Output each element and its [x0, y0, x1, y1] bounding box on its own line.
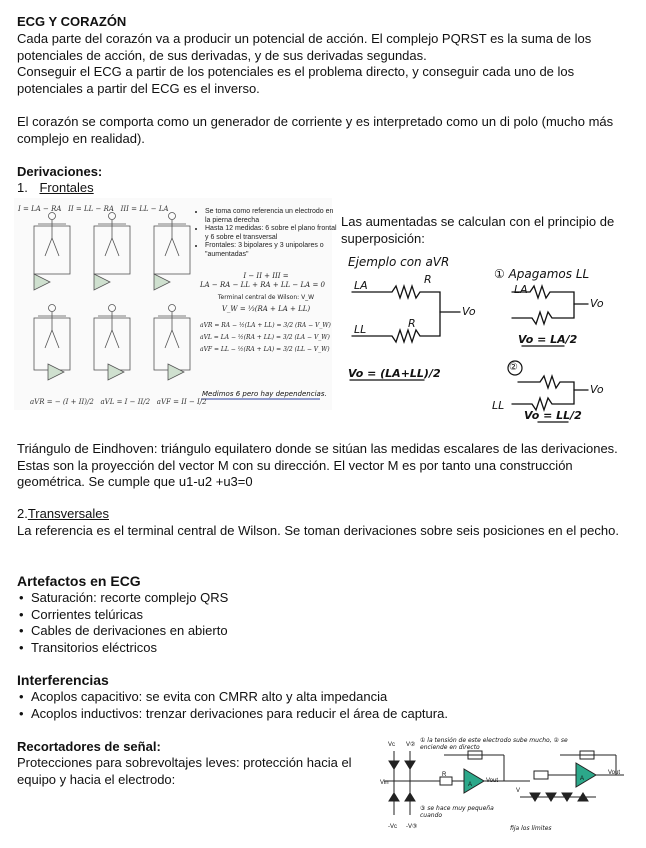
clipper-vc-bottom: -Vc	[388, 824, 397, 830]
page-title: ECG Y CORAZÓN	[17, 14, 127, 29]
eq-avr: aVR = RA − ½(LA + LL) = 3/2 (RA − V_W)	[200, 322, 331, 329]
clipper-circuit-figure	[380, 735, 630, 835]
list-item: • Cables de derivaciones en abierto	[17, 623, 632, 640]
intro-paragraph-2: Conseguir el ECG a partir de los potenciales es el problema directo, y conseguir cada uno de los potenciales a partir del ECG es el inverso.	[17, 64, 575, 96]
eq-lead-iii: III = LL − LA	[120, 205, 169, 213]
interferencias-heading: Interferencias	[17, 672, 109, 688]
augmented-text: Las aumentadas se calculan con el principio de superposición:	[341, 214, 615, 246]
clipper-note-2: ③ se hace muy pequeña cuando	[420, 805, 494, 819]
eq-avr-bottom: aVR = − (I + II)/2	[30, 398, 94, 406]
wilson-eq: V_W = ⅓(RA + LA + LL)	[221, 305, 311, 313]
clipper-note-1: ① la tensión de este electrodo sube mucho, ② se enciende en directo	[420, 737, 568, 751]
sketch-step2-label: ②	[509, 362, 518, 373]
frontales-item	[17, 180, 632, 197]
sketch-example-label: Ejemplo con aVR	[348, 255, 450, 269]
sketch-step1-la-label: LA	[514, 283, 528, 296]
sketch-step2-ll-label: LL	[492, 399, 505, 412]
sketch-la-label: LA	[354, 279, 368, 292]
transversales-number: 2.	[17, 506, 28, 521]
artefactos-list	[17, 590, 632, 656]
recortadores-heading: Recortadores de señal:	[17, 739, 161, 754]
dipole-paragraph: El corazón se comporta como un generador de corriente y es interpretado como un di polo (mucho más complejo en realidad).	[17, 114, 614, 146]
eq-top	[18, 205, 169, 214]
sketch-ll-label: LL	[354, 323, 367, 336]
eq-lead-ii: II = LL − RA	[68, 205, 114, 213]
list-item: • Corrientes telúricas	[17, 607, 632, 624]
clipper-vin: Vin	[380, 780, 389, 786]
artefactos-heading: Artefactos en ECG	[17, 573, 141, 589]
superposition-sketch	[342, 252, 632, 432]
eq-sum: I − II + III =	[243, 272, 289, 280]
fig-bullet: • Se toma como referencia un electrodo en la pierna derecha	[205, 208, 339, 225]
clipper-r-1: R	[442, 772, 447, 778]
sketch-r-label-2: R	[408, 317, 416, 330]
fig-bullet: • Hasta 12 medidas: 6 sobre el plano frontal y 6 sobre el transversal	[205, 225, 339, 242]
eq-avl-bottom: aVL = I − II/2	[100, 398, 151, 406]
fig-bullet: • Frontales: 3 bipolares y 3 unipolares o "aumentadas"	[205, 242, 339, 259]
wilson-label: Terminal central de Wilson: V_W	[217, 294, 315, 301]
clipper-note-3: fija los límites	[510, 825, 552, 832]
sketch-vo-la-eq: Vo = LA/2	[518, 333, 578, 346]
transversales-item	[17, 506, 632, 523]
einthoven-paragraph: Triángulo de Eindhoven: triángulo equilatero donde se sitúan las medidas escalares de las derivaciones. Estas son la proyección del vector M con su dirección. El vector M es por tanto una construcción geométrica. Se cumple que u1-u2 +u3=0	[17, 441, 618, 489]
recortadores-text: Protecciones para sobrevoltajes leves: protección hacia el equipo y hacia el electrodo:	[17, 755, 352, 787]
clipper-vout-2: Vout	[608, 770, 621, 776]
list-item: • Acoplos capacitivo: se evita con CMRR alto y alta impedancia	[17, 689, 632, 706]
list-item: • Transitorios eléctricos	[17, 640, 632, 657]
list-item: • Acoplos inductivos: trenzar derivaciones para reducir el área de captura.	[17, 706, 632, 723]
sketch-r-label-1: R	[424, 273, 432, 286]
leads-figure	[14, 198, 337, 410]
derivaciones-heading: Derivaciones:	[17, 164, 103, 179]
transversales-text: La referencia es el terminal central de Wilson. Se toman derivaciones sobre seis posiciones en el pecho.	[17, 523, 619, 538]
sketch-vo-main-eq: Vo = (LA+LL)/2	[348, 367, 441, 380]
clipper-v: V	[516, 788, 521, 794]
sketch-step1-vo-label: Vo	[590, 297, 604, 310]
clipper-v3: -V③	[406, 824, 418, 830]
clipper-v2: V②	[406, 742, 416, 748]
sketch-step1-label: ① Apagamos LL	[494, 267, 590, 281]
fig-bullets	[197, 208, 339, 259]
frontales-label: Frontales	[39, 180, 94, 195]
transversales-label: Transversales	[27, 506, 109, 521]
eq-sum-2: LA − RA − LL + RA + LL − LA = 0	[200, 281, 325, 289]
clipper-vout-1: Vout	[486, 778, 499, 784]
sketch-step2-vo-label: Vo	[590, 383, 604, 396]
interferencias-list	[17, 689, 632, 722]
intro-paragraph-1: Cada parte del corazón va a producir un potencial de acción. El complejo PQRST es la suma de los potenciales de acción, de sus derivadas, y de sus derivadas segundas.	[17, 31, 592, 63]
frontales-number: 1.	[17, 180, 28, 195]
sketch-vo-ll-eq: Vo = LL/2	[524, 409, 582, 422]
eq-avl: aVL = LA − ½(RA + LL) = 3/2 (LA − V_W)	[200, 334, 330, 341]
clipper-a-2: A	[580, 776, 585, 782]
eq-bottom	[30, 394, 207, 411]
clipper-vc-top: Vc	[388, 742, 396, 748]
fig-equations	[200, 272, 332, 356]
list-item: • Saturación: recorte complejo QRS	[17, 590, 632, 607]
clipper-a-1: A	[468, 782, 473, 788]
eq-avf-bottom: aVF = II − I/2	[156, 398, 207, 406]
fig-handnote: Medimos 6 pero hay dependencias.	[202, 390, 327, 398]
sketch-vo-label: Vo	[462, 305, 476, 318]
eq-lead-i: I = LA − RA	[18, 205, 62, 213]
eq-avf: aVF = LL − ½(RA + LA) = 3/2 (LL − V_W)	[200, 346, 330, 353]
